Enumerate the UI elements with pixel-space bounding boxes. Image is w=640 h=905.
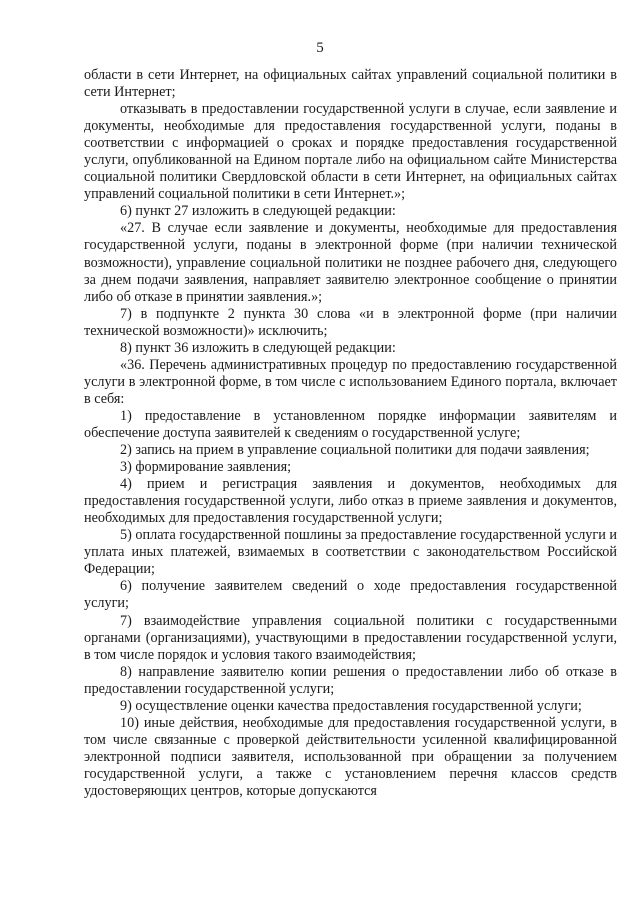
paragraph-item-8: 8) пункт 36 изложить в следующей редакции: xyxy=(120,339,396,356)
list-item-9: 9) осуществление оценки качества предоставления государственной услуги; xyxy=(120,697,582,714)
paragraph-refusal-clause: отказывать в предоставлении государственной услуги в случае, если заявление и документы, необходимые для предоставления государственной услуги, поданы в соответствии с информацией о сроках и порядке предоставления государственной услуги, опубликованной на Едином портале либо на официальном сайте Министерства социальной политики Свердловской области в сети Интернет, на официальных сайтах управлений социальной политики в сети Интернет.»; xyxy=(84,101,617,203)
paragraph-clause-27: «27. В случае если заявление и документы, необходимые для предоставления государственной услуги, поданы в электронной форме (при наличии технической возможности), управление социальной политики не позднее рабочего дня, следующего за днем подачи заявления, направляет заявителю электронное сообщение о принятии либо об отказе в принятии заявления.»; xyxy=(84,220,617,305)
page-number: 5 xyxy=(316,40,324,56)
paragraph-continuation: области в сети Интернет, на официальных сайтах управлений социальной политики в сети Интернет; xyxy=(84,67,617,101)
list-item-3: 3) формирование заявления; xyxy=(120,459,292,476)
list-item-2: 2) запись на прием в управление социальной политики для подачи заявления; xyxy=(120,442,590,459)
list-item-5: 5) оплата государственной пошлины за предоставление государственной услуги и уплата иных платежей, взимаемых в соответствии с законодательством Российской Федерации; xyxy=(84,527,617,578)
document-body xyxy=(84,67,617,800)
paragraph-item-7: 7) в подпункте 2 пункта 30 слова «и в электронной форме (при наличии технической возможности)» исключить; xyxy=(84,305,617,339)
list-item-10: 10) иные действия, необходимые для предоставления государственной услуги, в том числе связанные с проверкой действительности усиленной квалифицированной электронной подписи заявителя, использованной при обращении за получением государственной услуги, а также с установлением перечня классов средств удостоверяющих центров, которые допускаются xyxy=(84,714,617,799)
list-item-7: 7) взаимодействие управления социальной политики с государственными органами (организациями), участвующими в предоставлении государственной услуги, в том числе порядок и условия такого взаимодействия; xyxy=(84,612,617,663)
list-item-4: 4) прием и регистрация заявления и документов, необходимых для предоставления государственной услуги, либо отказ в приеме заявления и документов, необходимых для предоставления государственной услуги; xyxy=(84,476,617,527)
list-item-6: 6) получение заявителем сведений о ходе предоставления государственной услуги; xyxy=(84,578,617,612)
paragraph-clause-36: «36. Перечень административных процедур по предоставлению государственной услуги в электронной форме, в том числе с использованием Единого портала, включает в себя: xyxy=(84,356,617,407)
list-item-1: 1) предоставление в установленном порядке информации заявителям и обеспечение доступа заявителей к сведениям о государственной услуге; xyxy=(84,407,617,441)
paragraph-item-6: 6) пункт 27 изложить в следующей редакции: xyxy=(120,203,396,220)
list-item-8: 8) направление заявителю копии решения о предоставлении либо об отказе в предоставлении государственной услуги; xyxy=(84,663,617,697)
